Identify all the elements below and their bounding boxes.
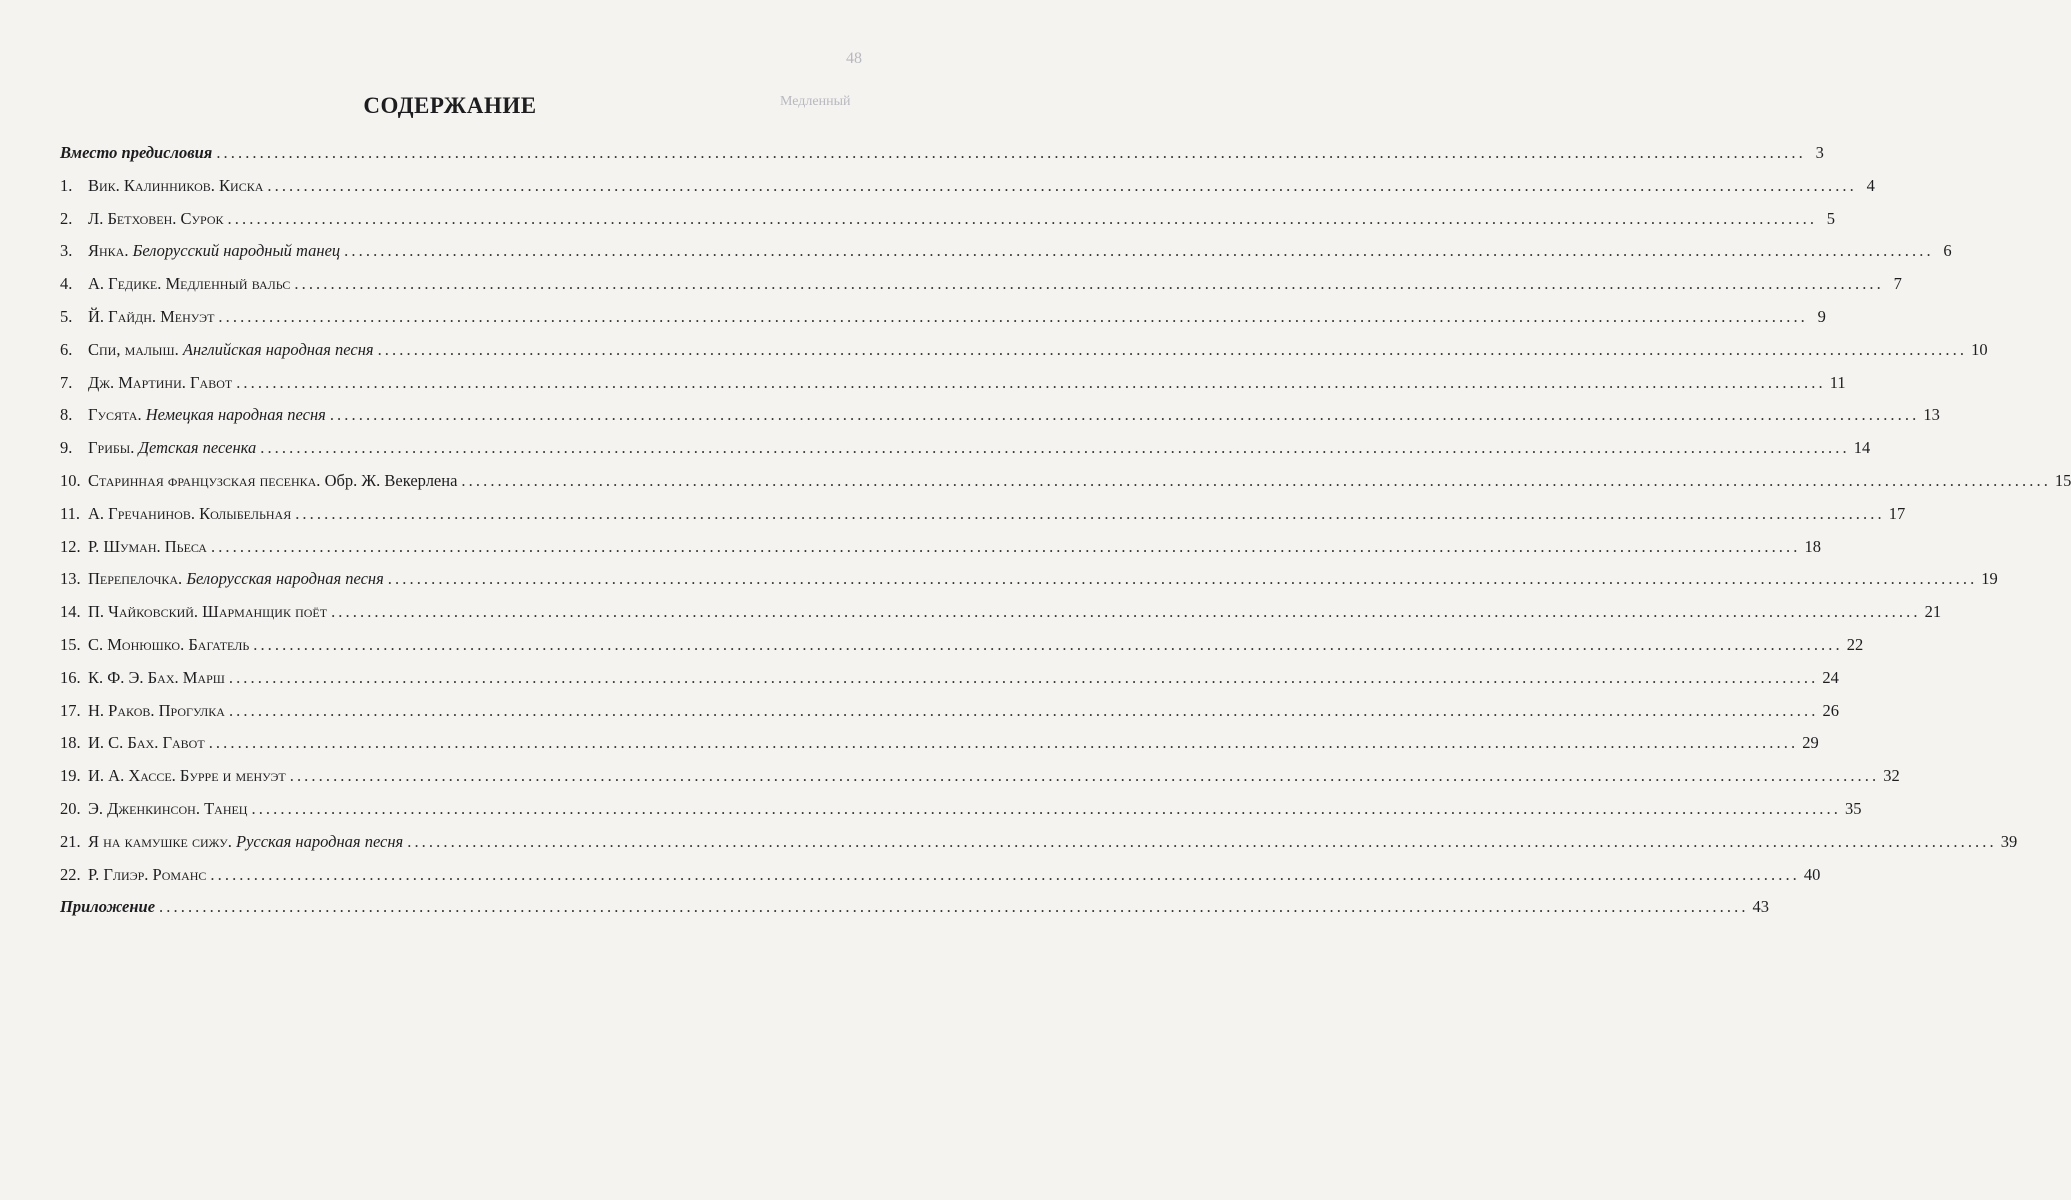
toc-entry-title — [60, 140, 212, 166]
toc-entry-page: 24 — [1822, 667, 1839, 687]
toc-entry-number: 21. — [60, 831, 81, 851]
toc-entry-page: 10 — [1971, 339, 1988, 359]
toc-entry[interactable] — [60, 501, 1906, 527]
toc-entry-title — [88, 763, 286, 789]
dot-leader: ............................................................................................................................................................................................................................ — [208, 733, 1799, 753]
toc-entry-number: 7. — [60, 372, 73, 392]
toc-entry-title-part: Приложение — [60, 897, 156, 917]
toc-entry[interactable] — [60, 796, 1862, 822]
dot-leader: ............................................................................................................................................................................................................................ — [294, 274, 1884, 294]
toc-entry-title-part: Русская народная песня — [236, 831, 404, 851]
toc-entry-title — [88, 435, 256, 461]
toc-entry-title-part: Э. Дженкинсон. Танец — [88, 799, 248, 818]
toc-entry-number: 11. — [60, 503, 81, 523]
dot-leader: ............................................................................................................................................................................................................................ — [289, 766, 1880, 786]
toc-entry-page: 3 — [1815, 143, 1824, 162]
dot-leader: ............................................................................................................................................................................................................................ — [210, 536, 1801, 556]
toc-entry-title-part: И. А. Хассе. Бурре и менуэт — [88, 766, 286, 786]
toc-entry-title-part: Вик. Калинников. Киска — [88, 175, 264, 195]
dot-leader: ............................................................................................................................................................................................................................ — [216, 143, 1806, 162]
toc-entry-page: 39 — [2000, 831, 2018, 851]
dot-leader: ............................................................................................................................................................................................................................ — [387, 569, 1978, 589]
toc-entry-title — [88, 337, 374, 363]
toc-entry-title — [88, 271, 290, 297]
toc-entry-number: 19. — [60, 766, 81, 786]
toc-entry-page: 32 — [1883, 766, 1900, 786]
toc-entry-number: 13. — [60, 569, 81, 589]
toc-entry-title-part: Й. Гайдн. Менуэт — [88, 307, 215, 326]
toc-entry[interactable] — [60, 862, 1821, 888]
toc-entry-title-part: Немецкая народная песня — [145, 405, 326, 425]
toc-entry-number: 9. — [60, 438, 73, 458]
dot-leader: ............................................................................................................................................................................................................................ — [228, 700, 1819, 720]
dot-leader: ............................................................................................................................................................................................................................ — [344, 241, 1934, 261]
toc-entry-title-part: Белорусский народный танец — [132, 241, 341, 261]
toc-entry-title — [88, 829, 403, 855]
toc-entry-title-part: П. Чайковский. Шарманщик поёт — [88, 602, 328, 622]
toc-entry-page: 18 — [1804, 536, 1821, 556]
toc-entry-title-part: Я на камушке сижу. — [88, 831, 236, 851]
dot-leader: ............................................................................................................................................................................................................................ — [295, 503, 1885, 523]
toc-entry-page: 17 — [1888, 503, 1906, 523]
toc-entry-title-part: Л. Бетховен. Сурок — [88, 208, 224, 228]
toc-entry[interactable] — [60, 534, 1821, 560]
toc-entry-title — [88, 402, 326, 428]
toc-entry-page: 19 — [1981, 569, 1998, 589]
dot-leader: ............................................................................................................................................................................................................................ — [210, 864, 1800, 884]
toc-entry-number: 1. — [60, 175, 73, 195]
toc-entry-title-part: Спи, малыш. — [88, 339, 183, 359]
toc-entry-title-part: Р. Шуман. Пьеса — [88, 536, 207, 556]
toc-entry-title — [88, 698, 225, 724]
toc-entry-title-part: Перепелочка. — [88, 569, 187, 589]
toc-entry-page: 5 — [1826, 208, 1836, 228]
toc-entry-title — [60, 894, 155, 920]
toc-entry-title — [88, 599, 327, 625]
toc-entry-title — [88, 632, 249, 658]
toc-entry[interactable] — [60, 665, 1839, 691]
toc-entry-title — [88, 796, 247, 822]
toc-entry[interactable] — [60, 173, 1875, 199]
toc-entry[interactable] — [60, 566, 1998, 592]
toc-entry-page: 21 — [1924, 602, 1942, 622]
toc-entry-title — [88, 304, 214, 330]
dot-leader: ............................................................................................................................................................................................................................ — [159, 897, 1749, 917]
toc-entry-page: 13 — [1923, 405, 1940, 425]
toc-entry-number: 20. — [60, 799, 81, 818]
toc-entry-title-part: Детская песенка — [138, 438, 257, 458]
toc-entry-number: 3. — [60, 241, 73, 261]
dot-leader: ............................................................................................................................................................................................................................ — [228, 667, 1819, 687]
toc-entry-number: 8. — [60, 405, 73, 425]
toc-entry-title — [88, 566, 384, 592]
toc-entry-page: 4 — [1866, 175, 1875, 195]
toc-entry-number: 22. — [60, 864, 81, 884]
toc-entry-number: 18. — [60, 733, 81, 753]
dot-leader: ............................................................................................................................................................................................................................ — [331, 602, 1921, 622]
toc-entry[interactable] — [60, 402, 1940, 428]
toc-entry[interactable] — [60, 140, 1824, 166]
toc-entry[interactable] — [60, 337, 1988, 363]
toc-entry[interactable] — [60, 206, 1836, 232]
dot-leader: ............................................................................................................................................................................................................................ — [407, 831, 1997, 851]
toc-entry[interactable] — [60, 829, 2018, 855]
dot-leader: ............................................................................................................................................................................................................................ — [377, 339, 1968, 359]
toc-entry-title-part: Английская народная песня — [182, 339, 374, 359]
dot-leader: ............................................................................................................................................................................................................................ — [236, 372, 1826, 392]
toc-entry-page: 43 — [1752, 897, 1770, 917]
toc-entry-title — [88, 665, 225, 691]
toc-entry[interactable] — [60, 271, 1902, 297]
toc-entry-title-part: Дж. Мартини. Гавот — [88, 372, 233, 392]
toc-entry-title-part: Грибы. — [88, 438, 139, 458]
toc-entry[interactable] — [60, 730, 1819, 756]
toc-entry-title-part: Вместо предисловия — [60, 143, 213, 162]
toc-entry[interactable] — [60, 599, 1942, 625]
dot-leader: ............................................................................................................................................................................................................................ — [461, 471, 2051, 490]
dot-leader: ............................................................................................................................................................................................................................ — [329, 405, 1920, 425]
toc-entry[interactable] — [60, 304, 1826, 330]
toc-entry-title-part: Обр. Ж. Векерлена — [324, 471, 458, 490]
bleed-through-header: Медленный — [780, 94, 851, 109]
toc-entry-page: 22 — [1846, 635, 1864, 654]
toc-entry[interactable] — [60, 238, 1952, 264]
toc-entry[interactable] — [60, 763, 1900, 789]
toc-entry-number: 15. — [60, 635, 81, 654]
toc-entry-page: 26 — [1822, 700, 1839, 720]
toc-entry-title — [88, 501, 291, 527]
toc-entry-number: 12. — [60, 536, 81, 556]
toc-entry-page: 15 — [2054, 471, 2071, 490]
toc-entry-title-part: С. Монюшко. Багатель — [88, 635, 250, 654]
toc-entry-title — [88, 370, 232, 396]
toc-entry-title-part: Р. Глиэр. Романс — [88, 864, 207, 884]
dot-leader: ............................................................................................................................................................................................................................ — [260, 438, 1850, 458]
toc-entry-page: 40 — [1803, 864, 1821, 884]
dot-leader: ............................................................................................................................................................................................................................ — [218, 307, 1808, 326]
toc-entry[interactable] — [60, 894, 1770, 920]
toc-entry-title-part: Гусята. — [88, 405, 146, 425]
toc-entry-number: 16. — [60, 667, 81, 687]
toc-entry[interactable] — [60, 370, 1846, 396]
toc-entry-title-part: К. Ф. Э. Бах. Марш — [88, 667, 225, 687]
toc-entry[interactable] — [60, 632, 1864, 658]
toc-entry-number: 4. — [60, 274, 73, 294]
toc-entry-number: 14. — [60, 602, 81, 622]
toc-entry-title — [88, 468, 457, 494]
toc-entry-page: 9 — [1817, 307, 1826, 326]
toc-entry-page: 14 — [1853, 438, 1871, 458]
toc-entry-page: 29 — [1802, 733, 1819, 753]
toc-entry-title-part: А. Гречанинов. Колыбельная — [88, 503, 292, 523]
toc-entry-title — [88, 534, 207, 560]
toc-entry-page: 6 — [1943, 241, 1952, 261]
toc-entry-title-part: Белорусская народная песня — [186, 569, 384, 589]
toc-entry-title — [88, 862, 206, 888]
toc-entry-title — [88, 206, 224, 232]
toc-entry-number: 17. — [60, 700, 81, 720]
bleed-through-page-number: 48 — [846, 50, 862, 67]
toc-entry-title-part: Янка. — [88, 241, 133, 261]
dot-leader: ............................................................................................................................................................................................................................ — [267, 175, 1857, 195]
page-title: СОДЕРЖАНИЕ — [363, 93, 537, 118]
toc-entry-title-part: А. Гедике. Медленный вальс — [88, 274, 291, 294]
toc-entry-number: 10. — [60, 471, 81, 490]
toc-entry-page: 11 — [1829, 372, 1846, 392]
toc-entry[interactable] — [60, 435, 1871, 461]
dot-leader: ............................................................................................................................................................................................................................ — [227, 208, 1818, 228]
dot-leader: ............................................................................................................................................................................................................................ — [253, 635, 1843, 654]
toc-entry-page: 7 — [1893, 274, 1902, 294]
toc-entry-title-part: Старинная французская песенка. — [88, 471, 325, 490]
toc-entry-number: 2. — [60, 208, 73, 228]
toc-entry-title-part: Н. Раков. Прогулка — [88, 700, 225, 720]
toc-entry-number: 6. — [60, 339, 73, 359]
dot-leader: ............................................................................................................................................................................................................................ — [251, 799, 1841, 818]
toc-entry[interactable] — [60, 468, 2071, 494]
toc-entry-page: 35 — [1844, 799, 1862, 818]
toc-entry-title — [88, 173, 263, 199]
toc-entry-title — [88, 238, 340, 264]
toc-entry-number: 5. — [60, 307, 73, 326]
toc-entry-title-part: И. С. Бах. Гавот — [88, 733, 205, 753]
toc-entry[interactable] — [60, 698, 1839, 724]
toc-entry-title — [88, 730, 205, 756]
